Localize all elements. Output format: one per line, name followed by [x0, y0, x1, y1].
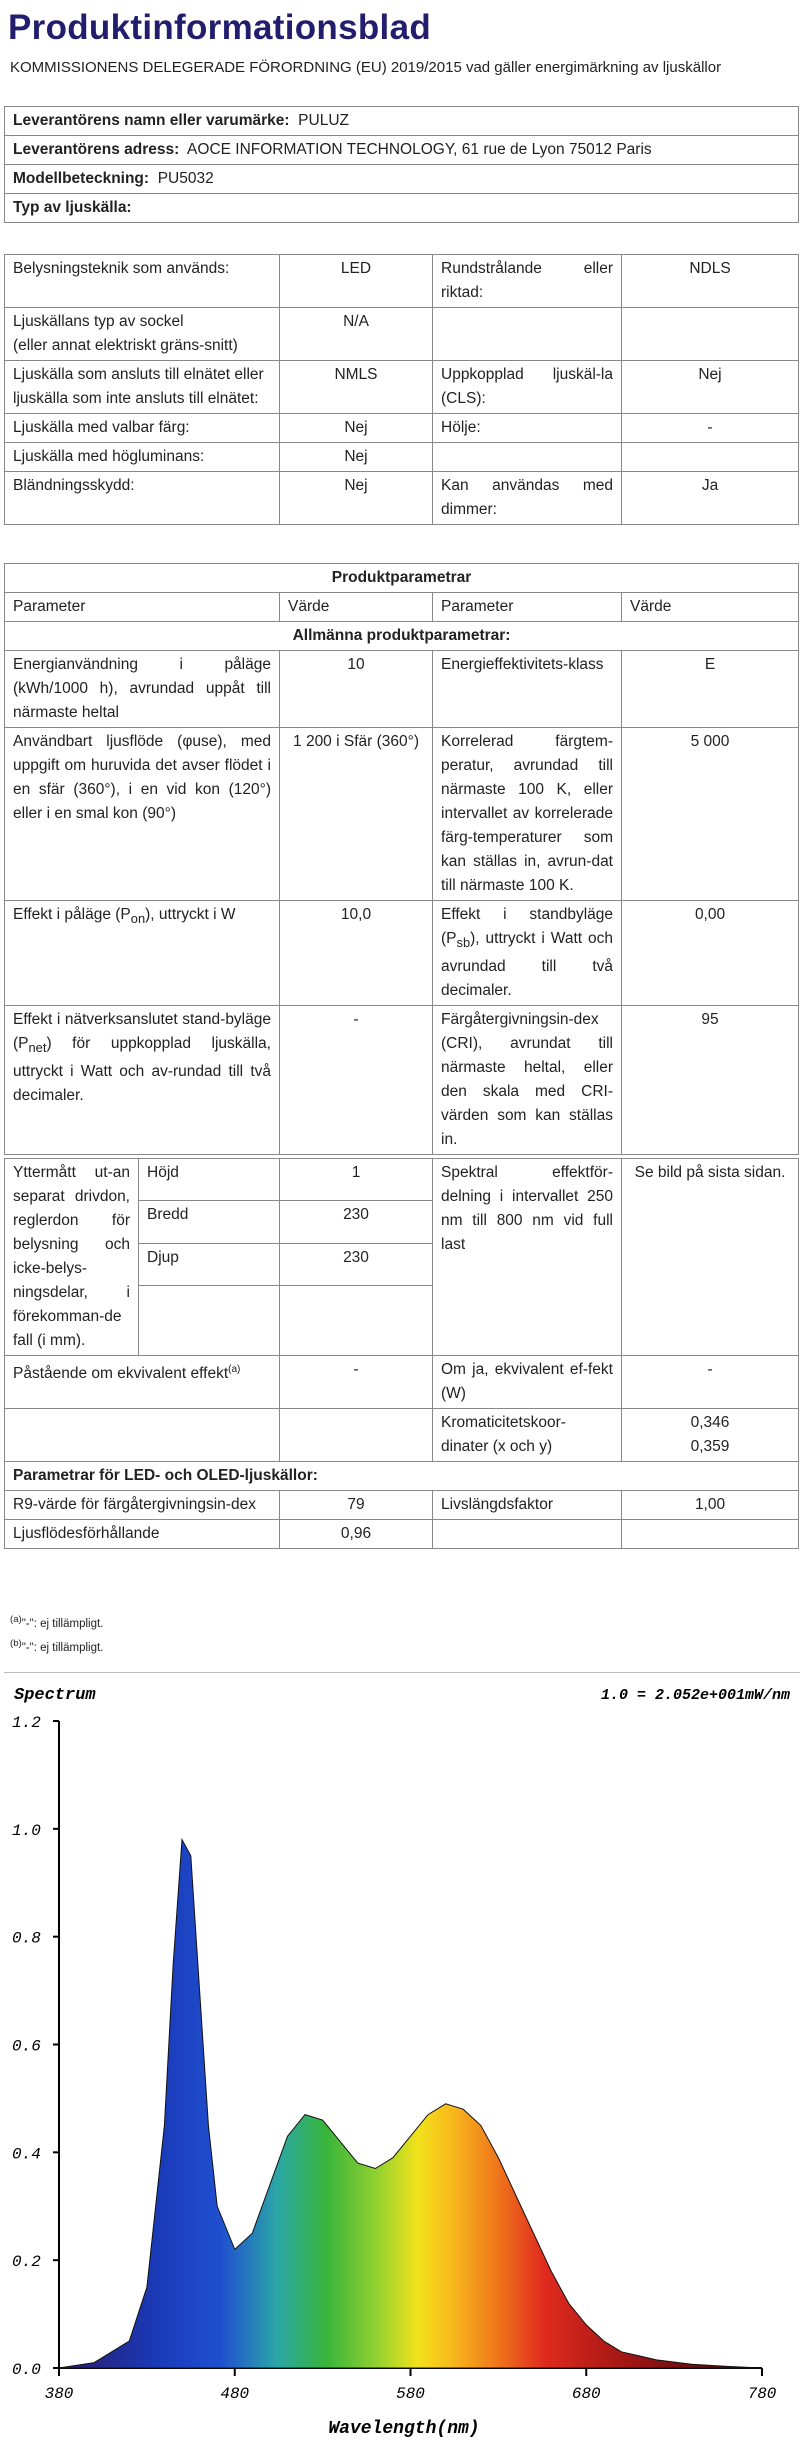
footnote-b: $^{(b)}$"-": ej tillämpligt.: [10, 1638, 104, 1654]
y-tick-label: 1.0: [12, 1821, 41, 1840]
y-tick-label: 0.4: [12, 2145, 41, 2164]
energy-class-value: E: [622, 651, 799, 728]
spectrum-area: [59, 1840, 762, 2368]
x-tick-label: 680: [571, 2385, 601, 2403]
led-parameters-heading: Parametrar för LED- och OLED-ljuskällor:: [5, 1462, 799, 1491]
energy-consumption-value: 10: [280, 651, 433, 728]
y-tick-label: 0.8: [12, 1929, 41, 1948]
directional-value: NDLS: [622, 255, 799, 308]
chromaticity-value: 0,346 0,359: [622, 1409, 799, 1462]
model-identifier: PU5032: [157, 170, 214, 187]
spectrum-chart: [4, 1672, 800, 2453]
colour-tunable-value: Nej: [280, 414, 433, 443]
x-tick-label: 780: [747, 2385, 777, 2403]
x-axis-label: Wavelength(nm): [328, 2419, 480, 2439]
lighting-technology-value: LED: [280, 255, 433, 308]
anti-glare-value: Nej: [280, 472, 433, 525]
supplier-address-row: Leverantörens adress: AOCE INFORMATION TECHNOLOGY, 61 rue de Lyon 75012 Paris: [5, 136, 799, 165]
equivalent-power-claim-value: -: [280, 1356, 433, 1409]
x-tick-label: 380: [44, 2385, 74, 2403]
page-title: Produktinformationsblad: [8, 8, 432, 47]
y-tick-label: 1.2: [12, 1714, 41, 1732]
parameters-heading: Produktparametrar: [5, 564, 799, 593]
dimmable-value: Ja: [622, 472, 799, 525]
survival-factor-value: 1,00: [622, 1491, 799, 1520]
height-value: 1: [280, 1159, 433, 1201]
supplier-name-row: Leverantörens namn eller varumärke: PULUZ: [5, 107, 799, 136]
chart-scale-note: 1.0 = 2.052e+001mW/nm: [600, 1687, 790, 1704]
spectral-distribution-value: Se bild på sista sidan.: [622, 1159, 799, 1356]
y-tick-label: 0.2: [12, 2253, 41, 2272]
high-luminance-value: Nej: [280, 443, 433, 472]
footnote-a: $^{(a)}$"-": ej tillämpligt.: [10, 1614, 104, 1630]
x-tick-label: 580: [396, 2385, 425, 2403]
lightsource-type-heading: Typ av ljuskälla:: [5, 194, 799, 223]
y-tick-label: 0.6: [12, 2037, 41, 2056]
x-tick-label: 480: [220, 2385, 250, 2403]
lumen-maintenance-value: 0,96: [280, 1520, 433, 1549]
networked-standby-value: -: [280, 1006, 433, 1155]
supplier-table: [4, 106, 799, 223]
on-mode-power-value: 10,0: [280, 901, 433, 1006]
cap-type-value: N/A: [280, 308, 433, 361]
y-tick-label: 0.0: [12, 2361, 41, 2379]
cls-value: Nej: [622, 361, 799, 414]
equivalent-power-value: -: [622, 1356, 799, 1409]
luminous-flux-value: 1 200 i Sfär (360°): [280, 728, 433, 901]
mains-value: NMLS: [280, 361, 433, 414]
cri-value: 95: [622, 1006, 799, 1155]
general-parameters-heading: Allmänna produktparametrar:: [5, 622, 799, 651]
supplier-name: PULUZ: [298, 112, 349, 129]
chart-title: Spectrum: [14, 1686, 96, 1705]
spectrum-svg: [4, 1673, 800, 2453]
lightsource-table: Belysningsteknik som används: LED Rundstrålande eller riktad: NDLS Ljuskällans typ av sockel (eller annat elektriskt gräns-snitt) N/A Ljuskälla som ansluts till elnätet eller ljuskälla som inte ansluts till elnätet: NMLS Uppkopplad ljuskäl-la (CLS): Nej Ljuskälla med valbar färg: Nej Hölje: - Ljuskälla med högluminans: Nej Bländningsskydd: Nej Kan användas med dimmer: Ja: [4, 254, 799, 525]
r9-value: 79: [280, 1491, 433, 1520]
parameters-table: Produktparametrar Parameter Värde Parameter Värde Allmänna produktparametrar: Energianvändning i påläge (kWh/1000 h), avrundad uppåt till närmaste heltal 10 Energieffektivitets-klass E Användbart ljusflöde (φuse), med uppgift om huruvida det avser flödet i en sfär (360°), i en vid kon (120°) eller i en smal kon (90°) 1 200 i Sfär (360°) Korrelerad färgtem-peratur, avrundad till närmaste 100 K, eller intervallet av korrelerade färg-temperaturer som kan ställas in, avrun-dat till närmaste 100 K. 5 000 Effekt i påläge $(P_{on})$, uttryckt i W 10,0 Effekt i standbyläge $(P_{sb})$, uttryckt i Watt och avrundad till två decimaler. 0,00 Effekt i nätverksanslutet stand-byläge $(P_{net})$ för uppkopplad ljuskälla, uttryckt i Watt och av-rundad till två decimaler. - Färgåtergivningsin-dex (CRI), avrundat till närmaste heltal, eller den skala med CRI-värden som kan ställas in. 95 Yttermått ut-an separat drivdon, reglerdon för belysning och icke-belys-ningsdelar, i förekomman-de fall (i mm). Höjd 1 Spektral effektför-delning i intervallet 250 nm till 800 nm vid full last Se bild på sista sidan. Bredd 230 Djup 230 Påstående om ekvivalent effekt$^{(a)}$ - Om ja, ekvivalent ef-fekt (W) - Kromaticitetskoor-dinater (x och y) 0,346 0,359 Parametrar för LED- och OLED-ljuskällor: R9-värde för färgåtergivningsin-dex 79 Livslängdsfaktor 1,00 Ljusflödesförhållande 0,96: [4, 563, 799, 1549]
depth-value: 230: [280, 1243, 433, 1285]
width-value: 230: [280, 1201, 433, 1243]
standby-power-value: 0,00: [622, 901, 799, 1006]
model-row: Modellbeteckning: PU5032: [5, 165, 799, 194]
cct-value: 5 000: [622, 728, 799, 901]
envelope-value: -: [622, 414, 799, 443]
supplier-address: AOCE INFORMATION TECHNOLOGY, 61 rue de Lyon 75012 Paris: [187, 141, 652, 158]
regulation-subtitle: KOMMISSIONENS DELEGERADE FÖRORDNING (EU) 2019/2015 vad gäller energimärkning av ljuskällor: [10, 59, 722, 76]
